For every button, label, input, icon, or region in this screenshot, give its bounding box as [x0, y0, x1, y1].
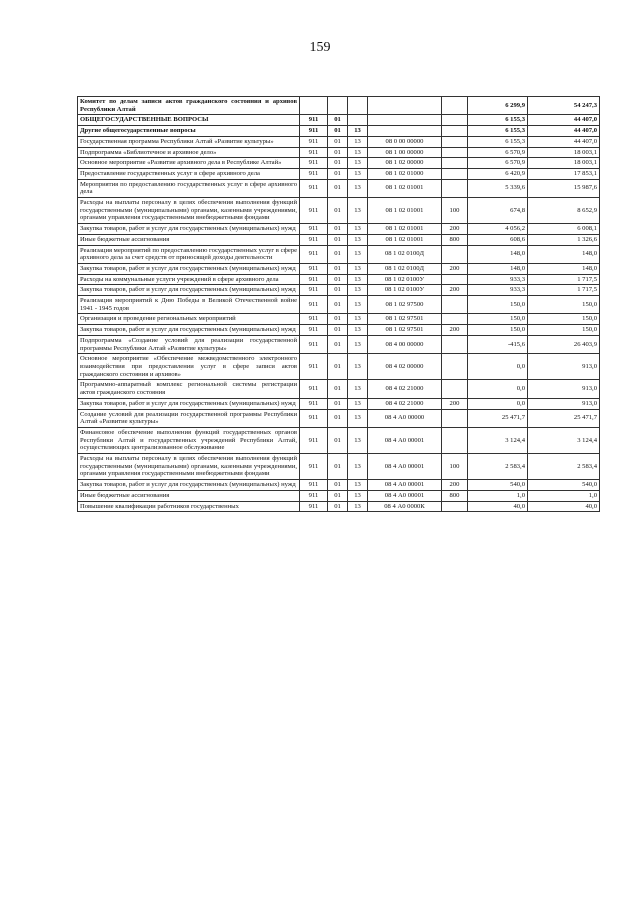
cell-subsection-code: 13	[348, 126, 368, 137]
cell-section-code: 01	[328, 179, 348, 197]
cell-department-code: 911	[300, 115, 328, 126]
table-row	[78, 335, 600, 353]
cell-subsection-code: 13	[348, 234, 368, 245]
cell-department-code: 911	[300, 274, 328, 285]
cell-department-code: 911	[300, 335, 328, 353]
cell-target-item-code: 08 4 А0 00001	[368, 480, 442, 491]
cell-expense-type-code	[442, 158, 468, 169]
cell-target-item-code: 08 4 00 00000	[368, 335, 442, 353]
table-row	[78, 198, 600, 224]
cell-section-code: 01	[328, 480, 348, 491]
cell-expense-type-code	[442, 409, 468, 427]
cell-amount-change: 2 583,4	[468, 454, 528, 480]
cell-subsection-code: 13	[348, 454, 368, 480]
cell-name: Подпрограмма «Создание условий для реализации государственной программы Республики Алтай «Развитие культуры»	[78, 335, 300, 353]
cell-amount-change: 5 339,6	[468, 179, 528, 197]
cell-section-code: 01	[328, 198, 348, 224]
cell-amount-change: 6 570,9	[468, 147, 528, 158]
cell-name: Создание условий для реализации государственной программы Республики Алтай «Развитие культуры»	[78, 409, 300, 427]
cell-subsection-code: 13	[348, 398, 368, 409]
cell-amount-total: 913,0	[528, 380, 600, 398]
table-row	[78, 136, 600, 147]
cell-amount-change: 6 155,3	[468, 136, 528, 147]
cell-section-code: 01	[328, 274, 348, 285]
cell-subsection-code: 13	[348, 296, 368, 314]
cell-amount-total: 40,0	[528, 501, 600, 512]
cell-subsection-code: 13	[348, 147, 368, 158]
budget-table	[77, 96, 600, 512]
cell-subsection-code: 13	[348, 314, 368, 325]
cell-name: Программно-аппаратный комплекс региональной системы регистрации актов гражданского состояния	[78, 380, 300, 398]
cell-name: Другие общегосударственные вопросы	[78, 126, 300, 137]
cell-target-item-code: 08 1 02 0100У	[368, 274, 442, 285]
cell-expense-type-code	[442, 274, 468, 285]
table-row	[78, 179, 600, 197]
cell-amount-change: 0,0	[468, 354, 528, 380]
cell-name: Предоставление государственных услуг в сфере архивного дела	[78, 168, 300, 179]
cell-expense-type-code: 100	[442, 454, 468, 480]
cell-target-item-code: 08 4 А0 00001	[368, 490, 442, 501]
cell-amount-total: 1 326,6	[528, 234, 600, 245]
cell-name: Основное мероприятие «Обеспечение межведомственного электронного взаимодействия при предоставлении услуг в сфере записи актов гражданского состояния и архивов»	[78, 354, 300, 380]
cell-amount-total: 25 471,7	[528, 409, 600, 427]
cell-department-code: 911	[300, 198, 328, 224]
table-row	[78, 325, 600, 336]
cell-amount-total: 1 717,5	[528, 285, 600, 296]
table-row	[78, 234, 600, 245]
cell-section-code: 01	[328, 354, 348, 380]
cell-subsection-code: 13	[348, 501, 368, 512]
cell-department-code: 911	[300, 245, 328, 263]
cell-section-code: 01	[328, 115, 348, 126]
cell-subsection-code: 13	[348, 198, 368, 224]
cell-amount-total: 540,0	[528, 480, 600, 491]
cell-amount-change: 0,0	[468, 398, 528, 409]
cell-amount-change: 25 471,7	[468, 409, 528, 427]
table-row	[78, 97, 600, 115]
cell-subsection-code: 13	[348, 380, 368, 398]
page-number: 159	[309, 40, 331, 55]
cell-expense-type-code	[442, 380, 468, 398]
cell-section-code: 01	[328, 454, 348, 480]
cell-department-code: 911	[300, 354, 328, 380]
cell-amount-total: 26 403,9	[528, 335, 600, 353]
cell-target-item-code: 08 1 02 97500	[368, 296, 442, 314]
cell-department-code: 911	[300, 136, 328, 147]
cell-amount-total: 54 247,3	[528, 97, 600, 115]
cell-department-code: 911	[300, 179, 328, 197]
table-row	[78, 274, 600, 285]
cell-amount-change: 150,0	[468, 325, 528, 336]
cell-subsection-code: 13	[348, 409, 368, 427]
cell-expense-type-code	[442, 179, 468, 197]
cell-expense-type-code: 200	[442, 285, 468, 296]
cell-section-code: 01	[328, 168, 348, 179]
cell-amount-change: 540,0	[468, 480, 528, 491]
cell-department-code: 911	[300, 380, 328, 398]
cell-section-code: 01	[328, 501, 348, 512]
cell-target-item-code	[368, 97, 442, 115]
cell-subsection-code	[348, 115, 368, 126]
cell-amount-total: 44 407,0	[528, 136, 600, 147]
cell-department-code: 911	[300, 168, 328, 179]
cell-section-code: 01	[328, 285, 348, 296]
cell-subsection-code: 13	[348, 427, 368, 453]
cell-amount-total: 15 987,6	[528, 179, 600, 197]
cell-department-code: 911	[300, 325, 328, 336]
cell-target-item-code: 08 1 02 97501	[368, 325, 442, 336]
cell-amount-change: 6 299,9	[468, 97, 528, 115]
cell-amount-total: 44 407,0	[528, 126, 600, 137]
cell-target-item-code: 08 4 02 21000	[368, 398, 442, 409]
cell-amount-change: 608,6	[468, 234, 528, 245]
cell-name: ОБЩЕГОСУДАРСТВЕННЫЕ ВОПРОСЫ	[78, 115, 300, 126]
table-row	[78, 314, 600, 325]
table-row	[78, 115, 600, 126]
cell-amount-total: 44 407,0	[528, 115, 600, 126]
cell-expense-type-code	[442, 354, 468, 380]
cell-expense-type-code	[442, 296, 468, 314]
cell-amount-change: 0,0	[468, 380, 528, 398]
cell-amount-total: 2 583,4	[528, 454, 600, 480]
cell-name: Закупка товаров, работ и услуг для государственных (муниципальных) нужд	[78, 325, 300, 336]
cell-subsection-code: 13	[348, 354, 368, 380]
cell-amount-change: 148,0	[468, 245, 528, 263]
cell-subsection-code: 13	[348, 263, 368, 274]
cell-subsection-code: 13	[348, 285, 368, 296]
cell-expense-type-code	[442, 501, 468, 512]
table-row	[78, 126, 600, 137]
cell-name: Иные бюджетные ассигнования	[78, 234, 300, 245]
cell-name: Закупка товаров, работ и услуг для государственных (муниципальных) нужд	[78, 480, 300, 491]
cell-amount-total: 8 652,9	[528, 198, 600, 224]
cell-amount-change: 3 124,4	[468, 427, 528, 453]
table-row	[78, 490, 600, 501]
table-row	[78, 409, 600, 427]
cell-target-item-code: 08 4 А0 0000К	[368, 501, 442, 512]
cell-name: Расходы на выплаты персоналу в целях обеспечения выполнения функций государственными (муниципальными) органами, казенными учреждениями, органами управления государственными внебюджетными фондами	[78, 198, 300, 224]
cell-section-code: 01	[328, 398, 348, 409]
cell-department-code: 911	[300, 126, 328, 137]
cell-amount-change: 40,0	[468, 501, 528, 512]
cell-subsection-code	[348, 97, 368, 115]
table-row	[78, 454, 600, 480]
cell-target-item-code: 08 1 02 01001	[368, 198, 442, 224]
cell-department-code: 911	[300, 454, 328, 480]
cell-target-item-code: 08 0 00 00000	[368, 136, 442, 147]
cell-department-code: 911	[300, 263, 328, 274]
cell-expense-type-code: 100	[442, 198, 468, 224]
cell-target-item-code: 08 1 02 00000	[368, 158, 442, 169]
cell-expense-type-code: 200	[442, 263, 468, 274]
cell-section-code: 01	[328, 409, 348, 427]
cell-department-code: 911	[300, 409, 328, 427]
table-row	[78, 354, 600, 380]
cell-expense-type-code: 200	[442, 224, 468, 235]
cell-expense-type-code	[442, 168, 468, 179]
cell-subsection-code: 13	[348, 179, 368, 197]
cell-section-code: 01	[328, 296, 348, 314]
cell-section-code: 01	[328, 147, 348, 158]
cell-amount-change: 1,0	[468, 490, 528, 501]
cell-amount-change: 933,3	[468, 274, 528, 285]
table-row	[78, 296, 600, 314]
table-row	[78, 398, 600, 409]
cell-name: Повышение квалификации работников государственных	[78, 501, 300, 512]
cell-department-code: 911	[300, 147, 328, 158]
cell-target-item-code: 08 1 02 01001	[368, 179, 442, 197]
cell-amount-total: 18 003,1	[528, 158, 600, 169]
cell-section-code: 01	[328, 490, 348, 501]
cell-name: Закупка товаров, работ и услуг для государственных (муниципальных) нужд	[78, 285, 300, 296]
cell-amount-change: 6 570,9	[468, 158, 528, 169]
cell-target-item-code: 08 4 А0 00000	[368, 409, 442, 427]
table-row	[78, 263, 600, 274]
cell-section-code: 01	[328, 245, 348, 263]
cell-subsection-code: 13	[348, 136, 368, 147]
cell-target-item-code: 08 1 02 0100Д	[368, 263, 442, 274]
cell-subsection-code: 13	[348, 158, 368, 169]
cell-expense-type-code	[442, 136, 468, 147]
cell-amount-change: 6 155,3	[468, 115, 528, 126]
cell-subsection-code: 13	[348, 480, 368, 491]
cell-name: Организация и проведение региональных мероприятий	[78, 314, 300, 325]
cell-expense-type-code	[442, 97, 468, 115]
cell-name: Реализация мероприятий по предоставлению государственных услуг в сфере архивного дела за счет средств от приносящей доходы деятельности	[78, 245, 300, 263]
cell-department-code: 911	[300, 296, 328, 314]
cell-department-code: 911	[300, 480, 328, 491]
cell-amount-total: 1 717,5	[528, 274, 600, 285]
cell-section-code: 01	[328, 158, 348, 169]
cell-name: Мероприятия по предоставлению государственных услуг в сфере архивного дела	[78, 179, 300, 197]
cell-target-item-code	[368, 126, 442, 137]
table-row	[78, 501, 600, 512]
cell-subsection-code: 13	[348, 490, 368, 501]
cell-name: Реализация мероприятий к Дню Победы в Великой Отечественной войне 1941 - 1945 годов	[78, 296, 300, 314]
table-row	[78, 285, 600, 296]
cell-section-code: 01	[328, 136, 348, 147]
table-row	[78, 427, 600, 453]
cell-amount-change: 150,0	[468, 314, 528, 325]
cell-section-code: 01	[328, 126, 348, 137]
cell-section-code: 01	[328, 335, 348, 353]
cell-expense-type-code	[442, 126, 468, 137]
table-row	[78, 147, 600, 158]
cell-expense-type-code: 200	[442, 325, 468, 336]
cell-amount-total: 150,0	[528, 296, 600, 314]
cell-target-item-code	[368, 115, 442, 126]
cell-subsection-code: 13	[348, 245, 368, 263]
cell-amount-change: 148,0	[468, 263, 528, 274]
table-row	[78, 168, 600, 179]
cell-target-item-code: 08 1 02 0100Д	[368, 245, 442, 263]
cell-section-code: 01	[328, 263, 348, 274]
cell-expense-type-code: 800	[442, 234, 468, 245]
cell-department-code: 911	[300, 285, 328, 296]
cell-amount-change: 674,8	[468, 198, 528, 224]
cell-amount-total: 913,0	[528, 398, 600, 409]
cell-department-code: 911	[300, 224, 328, 235]
cell-target-item-code: 08 4 02 21000	[368, 380, 442, 398]
cell-target-item-code: 08 4 02 00000	[368, 354, 442, 380]
cell-amount-total: 18 003,1	[528, 147, 600, 158]
cell-amount-total: 148,0	[528, 263, 600, 274]
cell-target-item-code: 08 4 А0 00001	[368, 427, 442, 453]
cell-department-code: 911	[300, 490, 328, 501]
cell-name: Основное мероприятие «Развитие архивного дела в Республике Алтай»	[78, 158, 300, 169]
cell-department-code	[300, 97, 328, 115]
table-row	[78, 224, 600, 235]
cell-amount-total: 6 008,1	[528, 224, 600, 235]
cell-name: Подпрограмма «Библиотечное и архивное дело»	[78, 147, 300, 158]
cell-expense-type-code	[442, 314, 468, 325]
cell-name: Государственная программа Республики Алтай «Развитие культуры»	[78, 136, 300, 147]
cell-expense-type-code: 800	[442, 490, 468, 501]
cell-amount-total: 150,0	[528, 325, 600, 336]
cell-section-code: 01	[328, 314, 348, 325]
cell-subsection-code: 13	[348, 224, 368, 235]
cell-expense-type-code	[442, 115, 468, 126]
cell-amount-change: 150,0	[468, 296, 528, 314]
table-row	[78, 245, 600, 263]
cell-target-item-code: 08 1 02 01001	[368, 234, 442, 245]
cell-section-code	[328, 97, 348, 115]
cell-name: Расходы на выплаты персоналу в целях обеспечения выполнения функций государственными (муниципальными) органами, казенными учреждениями, органами управления государственными внебюджетными фондами	[78, 454, 300, 480]
cell-department-code: 911	[300, 427, 328, 453]
cell-amount-total: 3 124,4	[528, 427, 600, 453]
cell-section-code: 01	[328, 325, 348, 336]
cell-amount-change: 933,3	[468, 285, 528, 296]
table-row	[78, 480, 600, 491]
cell-amount-change: 6 420,9	[468, 168, 528, 179]
cell-name: Закупка товаров, работ и услуг для государственных (муниципальных) нужд	[78, 263, 300, 274]
cell-name: Комитет по делам записи актов гражданского состояния и архивов Республики Алтай	[78, 97, 300, 115]
cell-department-code: 911	[300, 314, 328, 325]
cell-name: Иные бюджетные ассигнования	[78, 490, 300, 501]
cell-target-item-code: 08 1 00 00000	[368, 147, 442, 158]
cell-amount-change: 4 056,2	[468, 224, 528, 235]
table-row	[78, 380, 600, 398]
cell-section-code: 01	[328, 234, 348, 245]
cell-target-item-code: 08 1 02 97501	[368, 314, 442, 325]
cell-expense-type-code	[442, 335, 468, 353]
cell-target-item-code: 08 1 02 01000	[368, 168, 442, 179]
cell-amount-change: -415,6	[468, 335, 528, 353]
cell-expense-type-code	[442, 427, 468, 453]
cell-department-code: 911	[300, 234, 328, 245]
cell-name: Закупка товаров, работ и услуг для государственных (муниципальных) нужд	[78, 398, 300, 409]
cell-department-code: 911	[300, 501, 328, 512]
cell-amount-change: 6 155,3	[468, 126, 528, 137]
cell-expense-type-code	[442, 147, 468, 158]
cell-name: Закупка товаров, работ и услуг для государственных (муниципальных) нужд	[78, 224, 300, 235]
table-row	[78, 158, 600, 169]
cell-target-item-code: 08 1 02 01001	[368, 224, 442, 235]
cell-amount-total: 17 853,1	[528, 168, 600, 179]
cell-section-code: 01	[328, 427, 348, 453]
cell-section-code: 01	[328, 380, 348, 398]
cell-subsection-code: 13	[348, 168, 368, 179]
cell-amount-total: 913,0	[528, 354, 600, 380]
cell-subsection-code: 13	[348, 274, 368, 285]
cell-subsection-code: 13	[348, 335, 368, 353]
cell-expense-type-code: 200	[442, 398, 468, 409]
cell-name: Расходы на коммунальные услуги учреждений в сфере архивного дела	[78, 274, 300, 285]
cell-expense-type-code	[442, 245, 468, 263]
cell-target-item-code: 08 4 А0 00001	[368, 454, 442, 480]
cell-section-code: 01	[328, 224, 348, 235]
cell-department-code: 911	[300, 398, 328, 409]
cell-target-item-code: 08 1 02 0100У	[368, 285, 442, 296]
cell-expense-type-code: 200	[442, 480, 468, 491]
cell-amount-total: 148,0	[528, 245, 600, 263]
cell-subsection-code: 13	[348, 325, 368, 336]
cell-amount-total: 1,0	[528, 490, 600, 501]
cell-amount-total: 150,0	[528, 314, 600, 325]
cell-department-code: 911	[300, 158, 328, 169]
cell-name: Финансовое обеспечение выполнения функций государственных органов Республики Алтай и государственных учреждений Республики Алтай, осуществляющих централизованное обслуживание	[78, 427, 300, 453]
